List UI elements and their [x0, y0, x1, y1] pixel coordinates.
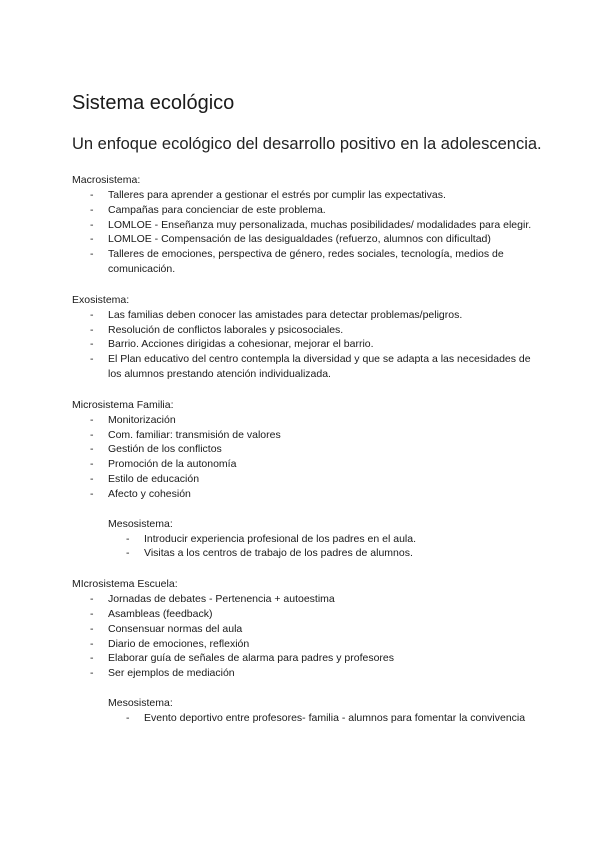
list-item: - Campañas para concienciar de este problema. [72, 203, 542, 218]
list-item: - Las familias deben conocer las amistades para detectar problemas/peligros. [72, 308, 542, 323]
bullet-list [72, 308, 542, 382]
list-item: - Ser ejemplos de mediación [72, 666, 542, 681]
section-heading: Microsistema Familia: [72, 398, 174, 411]
list-item: - Talleres de emociones, perspectiva de género, redes sociales, tecnología, medios de comunicación. [72, 247, 542, 277]
section-microsistema-escuela [72, 577, 542, 726]
bullet-list [72, 413, 542, 502]
section-heading: Exosistema: [72, 293, 130, 306]
list-item: - Introducir experiencia profesional de los padres en el aula. [108, 532, 542, 547]
bullet-list [72, 592, 542, 681]
list-item: - Consensuar normas del aula [72, 622, 542, 637]
subsection-mesosistema [72, 517, 542, 562]
section-heading: Macrosistema: [72, 174, 141, 186]
list-item: - Elaborar guía de señales de alarma para padres y profesores [72, 651, 542, 666]
list-item: - Barrio. Acciones dirigidas a cohesionar, mejorar el barrio. [72, 337, 542, 352]
list-item: - El Plan educativo del centro contempla la diversidad y que se adapta a las necesidades de los alumnos prestando atención individualizada. [72, 352, 542, 382]
section-exosistema [72, 293, 542, 382]
bullet-list [72, 188, 542, 277]
list-item: - Jornadas de debates - Pertenencia + autoestima [72, 592, 542, 607]
section-microsistema-familia [72, 398, 542, 561]
subsection-heading: Mesosistema: [108, 696, 173, 709]
list-item: - Com. familiar: transmisión de valores [72, 428, 542, 443]
list-item: - Monitorización [72, 413, 542, 428]
list-item: - LOMLOE - Compensación de las desigualdades (refuerzo, alumnos con dificultad) [72, 232, 542, 247]
document-page [72, 90, 542, 726]
list-item: - Afecto y cohesión [72, 487, 542, 502]
list-item: - Estilo de educación [72, 472, 542, 487]
page-subtitle: Un enfoque ecológico del desarrollo positivo en la adolescencia. [72, 135, 542, 153]
list-item: - Talleres para aprender a gestionar el estrés por cumplir las expectativas. [72, 188, 542, 203]
list-item: - Diario de emociones, reflexión [72, 637, 542, 652]
list-item: - Promoción de la autonomía [72, 457, 542, 472]
section-heading: MIcrosistema Escuela: [72, 578, 178, 591]
page-title: Sistema ecológico [72, 92, 235, 114]
subsection-mesosistema [72, 696, 542, 726]
list-item: - Visitas a los centros de trabajo de los padres de alumnos. [108, 546, 542, 561]
bullet-list [108, 532, 542, 562]
subsection-heading: Mesosistema: [108, 517, 173, 530]
list-item: - Asambleas (feedback) [72, 607, 542, 622]
list-item: - Gestión de los conflictos [72, 442, 542, 457]
bullet-list [108, 711, 542, 726]
section-macrosistema [72, 173, 542, 277]
list-item: - LOMLOE - Enseñanza muy personalizada, muchas posibilidades/ modalidades para elegir. [72, 218, 542, 233]
list-item: - Resolución de conflictos laborales y psicosociales. [72, 323, 542, 338]
list-item: - Evento deportivo entre profesores- familia - alumnos para fomentar la convivencia [108, 711, 542, 726]
